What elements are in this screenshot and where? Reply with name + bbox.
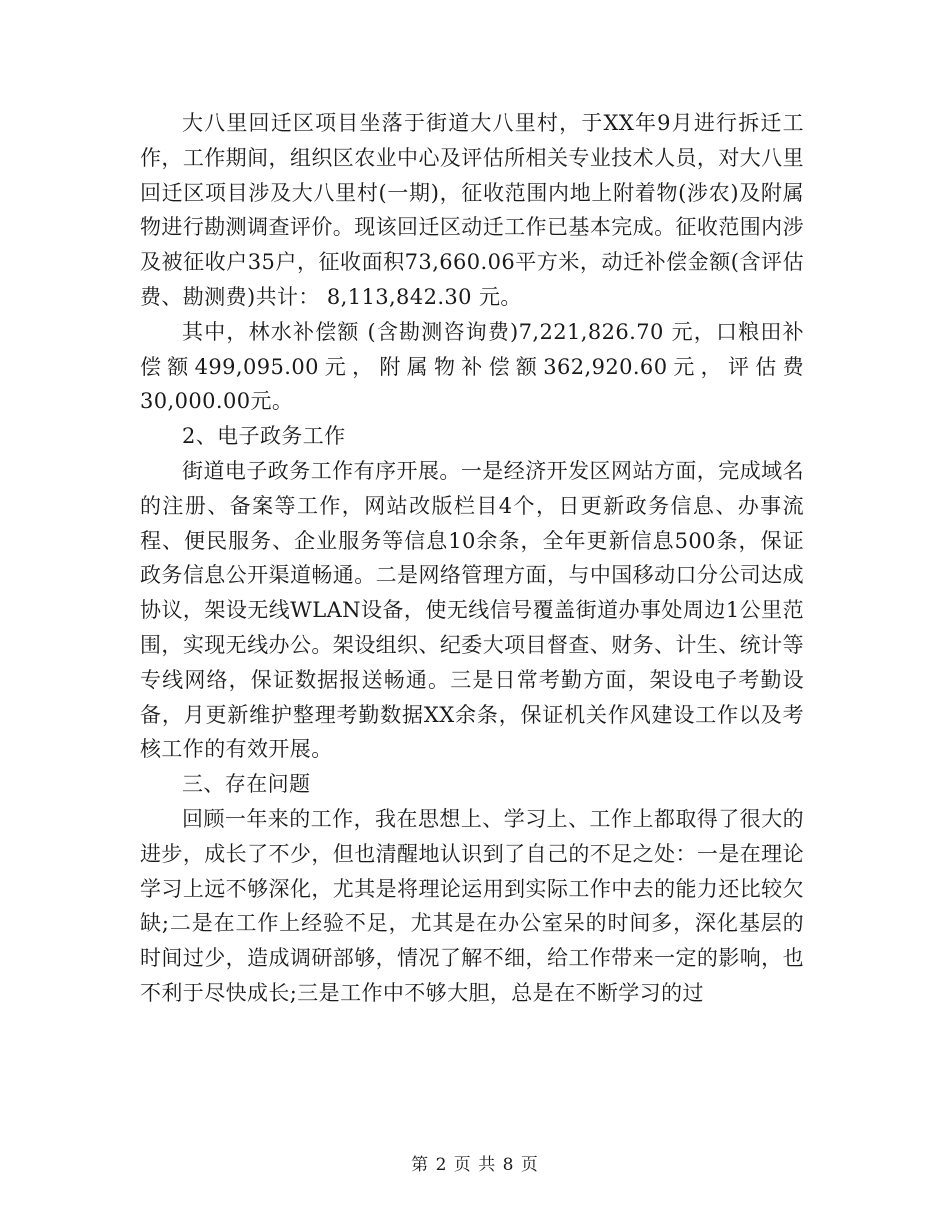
- paragraph-relocation-project: 大八里回迁区项目坐落于街道大八里村，于XX年9月进行拆迁工作，工作期间，组织区农业中心及评估所相关专业技术人员，对大八里回迁区项目涉及大八里村(一期)，征收范围内地上附着物(涉农)及附属物进行勘测调查评价。现该回迁区动迁工作已基本完成。征收范围内涉及被征收户35户，征收面积73,660.06平方米，动迁补偿金额(含评估费、勘测费)共计： 8,113,842.30 元。: [140, 111, 804, 309]
- section-heading-e-government: 2、电子政务工作: [182, 424, 346, 449]
- paragraph-compensation-breakdown: 其中，林水补偿额 (含勘测咨询费)7,221,826.70 元，口粮田补偿额499,095.00元，附属物补偿额362,920.60元，评估费30,000.00元。: [140, 319, 804, 414]
- paragraph-review-problems: 回顾一年来的工作，我在思想上、学习上、工作上都取得了很大的进步，成长了不少，但也清醒地认识到了自己的不足之处：一是在理论学习上远不够深化，尤其是将理论运用到实际工作中去的能力还比较欠缺;二是在工作上经验不足，尤其是在办公室呆的时间多，深化基层的时间过少，造成调研部够，情况了解不细，给工作带来一定的影响，也不利于尽快成长;三是工作中不够大胆，总是在不断学习的过: [140, 806, 804, 1005]
- section-heading-existing-problems: 三、存在问题: [182, 772, 311, 797]
- document-body: [140, 106, 804, 1011]
- page-number-footer: 第 2 页 共 8 页: [411, 1155, 539, 1175]
- paragraph-e-government-work: 街道电子政务工作有序开展。一是经济开发区网站方面，完成域名的注册、备案等工作，网站改版栏目4个，日更新政务信息、办事流程、便民服务、企业服务等信息10余条，全年更新信息500条，保证政务信息公开渠道畅通。二是网络管理方面，与中国移动口分公司达成协议，架设无线WLAN设备，使无线信号覆盖街道办事处周边1公里范围，实现无线办公。架设组织、纪委大项目督查、财务、计生、统计等专线网络，保证数据报送畅通。三是日常考勤方面，架设电子考勤设备，月更新维护整理考勤数据XX余条，保证机关作风建设工作以及考核工作的有效开展。: [140, 458, 804, 762]
